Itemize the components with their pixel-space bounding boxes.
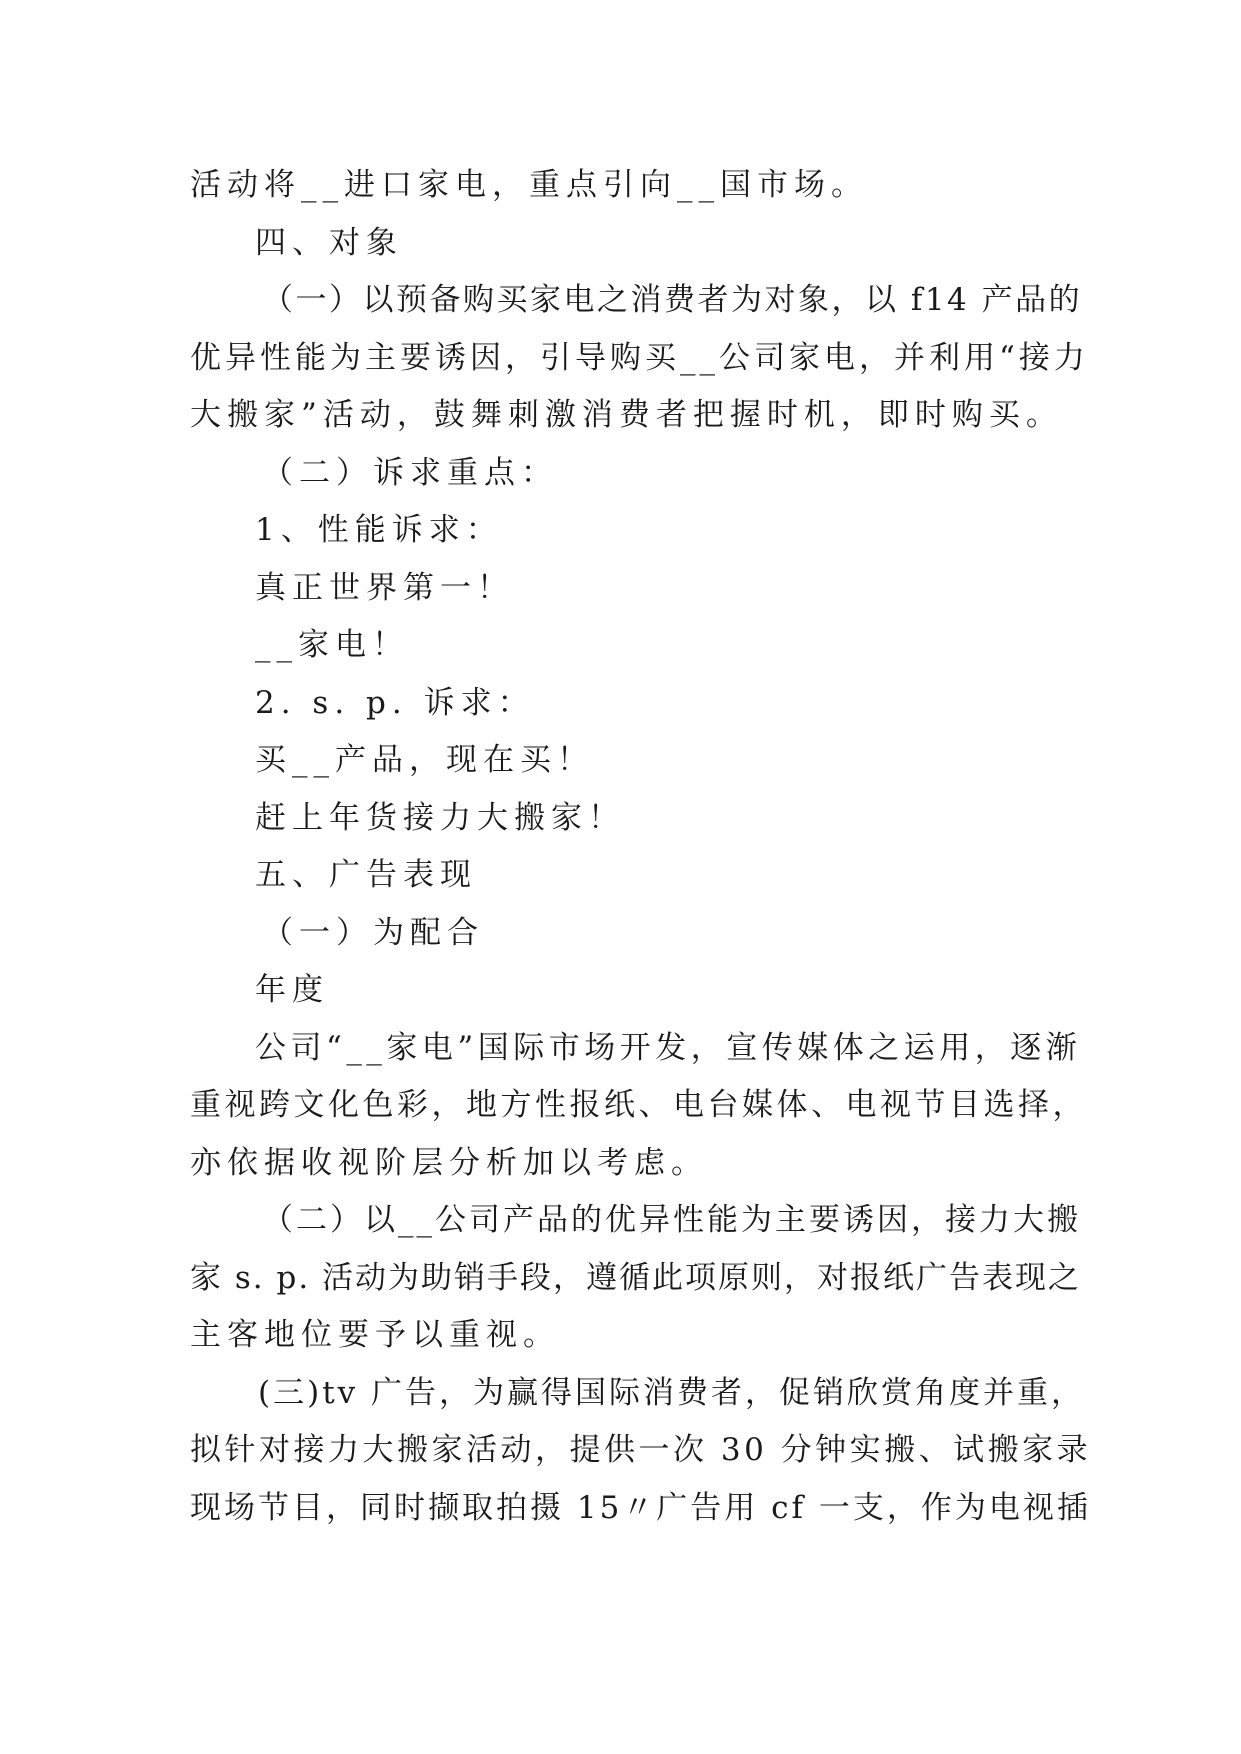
text-line: 大搬家”活动，鼓舞刺激消费者把握时机，即时购买。 [190,397,1063,433]
text-line: __家电！ [255,627,409,663]
text-line: 优异性能为主要诱因，引导购买__公司家电，并利用“接力 [190,340,1089,376]
text-line: 公司“__家电”国际市场开发，宣传媒体之运用，逐渐 [255,1030,1082,1066]
text-line: （一）为配合 [262,915,484,951]
section-heading: 四、对象 [255,225,403,261]
text-line: 现场节目，同时撷取拍摄 15〃广告用 cf 一支，作为电视插 [190,1490,1091,1526]
text-line: 拟针对接力大搬家活动，提供一次 30 分钟实搬、试搬家录 [190,1432,1092,1468]
text-line: 真正世界第一！ [255,570,514,606]
text-line: 买__产品，现在买！ [255,742,594,778]
text-line: (三)tv 广告，为赢得国际消费者，促销欣赏角度并重， [258,1375,1086,1411]
text-line: （一）以预备购买家电之消费者为对象，以 f14 产品的 [262,282,1083,318]
text-line: 活动将__进口家电，重点引向__国市场。 [190,167,868,203]
text-line: 赶上年货接力大搬家！ [255,800,625,836]
text-line: 亦依据收视阶层分析加以考虑。 [190,1145,708,1181]
section-heading: 五、广告表现 [255,857,477,893]
text-line: 主客地位要予以重视。 [190,1317,560,1353]
text-line: 年度 [255,972,329,1008]
text-line: 2. s. p. 诉求： [255,685,535,721]
text-line: 重视跨文化色彩，地方性报纸、电台媒体、电视节目选择， [190,1087,1087,1123]
text-line: 家 s. p. 活动为助销手段，遵循此项原则，对报纸广告表现之 [190,1260,1082,1296]
subsection-heading: （二）诉求重点： [262,455,558,491]
text-line: （二）以__公司产品的优异性能为主要诱因，接力大搬 [262,1202,1081,1238]
text-line: 1、性能诉求： [255,512,503,548]
